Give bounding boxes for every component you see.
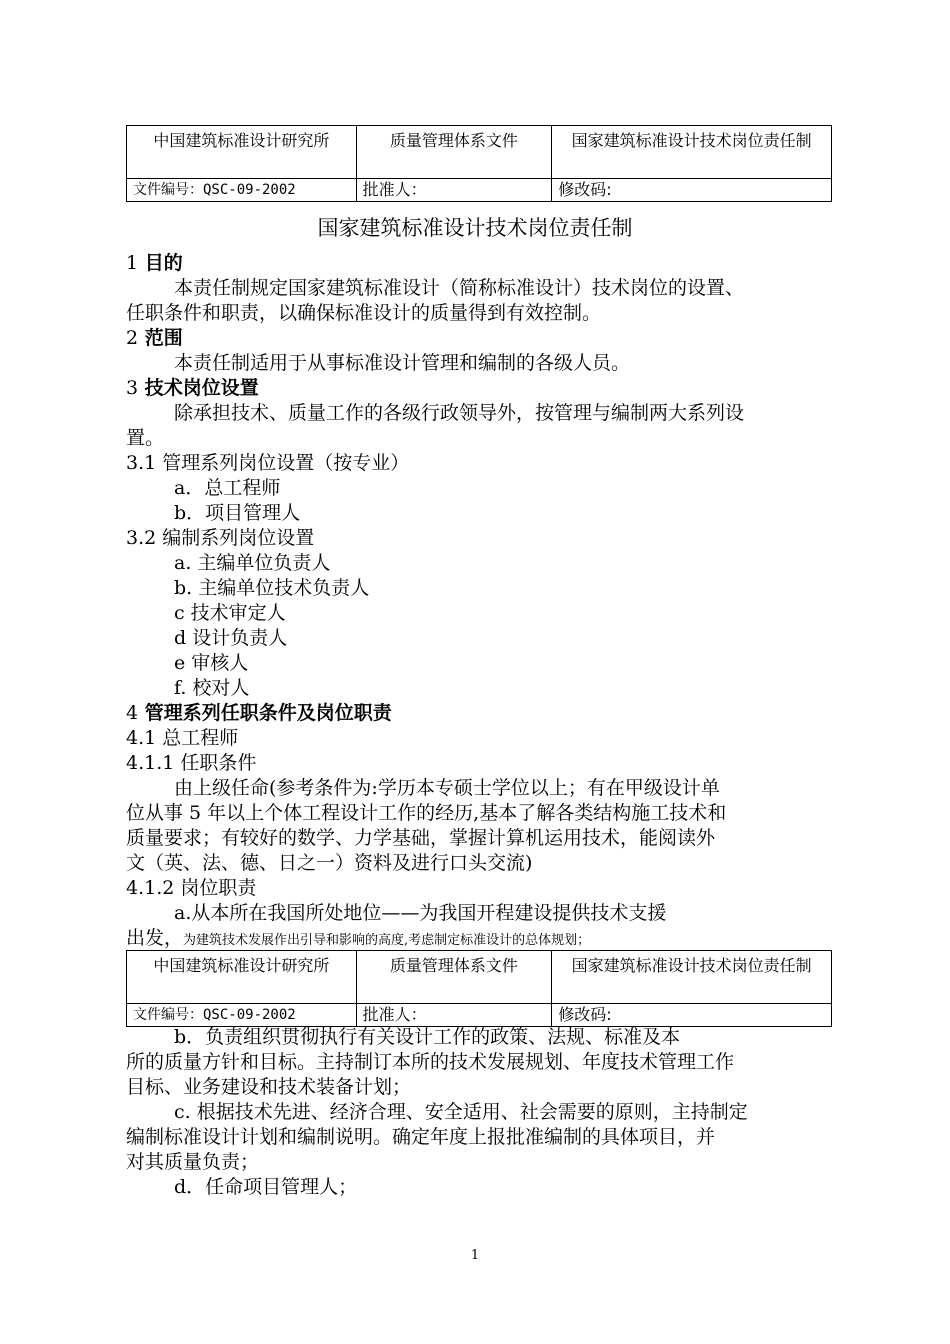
paragraph-line: 除承担技术、质量工作的各级行政领导外，按管理与编制两大系列设	[174, 402, 745, 424]
header-doc-type: 质量管理体系文件	[356, 126, 552, 179]
paragraph-line: 质量要求；有较好的数学、力学基础，掌握计算机运用技术，能阅读外	[126, 827, 716, 849]
list-item: f. 校对人	[174, 677, 250, 699]
page-number: 1	[470, 1248, 480, 1263]
header-doc-title: 国家建筑标准设计技术岗位责任制	[552, 126, 832, 179]
paragraph-line: 本责任制适用于从事标准设计管理和编制的各级人员。	[174, 352, 631, 374]
section-2-heading	[126, 326, 183, 351]
paragraph-line: 对其质量负责；	[126, 1151, 260, 1173]
subsection-3-2: 3.2 编制系列岗位设置	[126, 527, 315, 549]
section-2-number: 2	[126, 327, 139, 349]
paragraph-line: 目标、业务建设和技术装备计划；	[126, 1076, 412, 1098]
paragraph-line	[126, 926, 590, 953]
paragraph-fragment: 出发，	[126, 927, 184, 949]
list-item: a. 主编单位负责人	[174, 552, 331, 574]
section-4-title: 管理系列任职条件及岗位职责	[144, 702, 392, 724]
header-org: 中国建筑标准设计研究所	[127, 126, 357, 179]
section-3-title: 技术岗位设置	[144, 377, 259, 399]
section-3-number: 3	[126, 377, 139, 399]
subsection-4-1: 4.1 总工程师	[126, 727, 239, 749]
document-title: 国家建筑标准设计技术岗位责任制	[317, 216, 633, 240]
list-item: e 审核人	[174, 652, 249, 674]
header-revision: 修改码:	[552, 1004, 832, 1027]
paragraph-line: 由上级任命(参考条件为:学历本专硕士学位以上；有在甲级设计单	[174, 777, 720, 799]
header-doc-no: 文件编号：QSC-09-2002	[127, 179, 357, 202]
section-4-number: 4	[126, 702, 139, 724]
paragraph-line: 本责任制规定国家建筑标准设计（简称标准设计）技术岗位的设置、	[174, 277, 745, 299]
paragraph-line: 文（英、法、德、日之一）资料及进行口头交流)	[126, 852, 533, 874]
section-2-title: 范围	[144, 327, 183, 349]
document-header-table-repeat	[126, 950, 832, 1027]
list-item: c 技术审定人	[174, 602, 286, 624]
list-item: d 设计负责人	[174, 627, 288, 649]
paragraph-line: 编制标准设计计划和编制说明。确定年度上报批准编制的具体项目，并	[126, 1126, 716, 1148]
list-item: a．总工程师	[174, 477, 281, 499]
section-1-title: 目的	[144, 252, 183, 274]
header-approver: 批准人：	[356, 1004, 552, 1027]
section-4-heading	[126, 701, 392, 726]
list-item: b．项目管理人	[174, 502, 301, 524]
section-1-heading	[126, 251, 183, 276]
paragraph-line: b．负责组织贯彻执行有关设计工作的政策、法规、标准及本	[174, 1026, 681, 1048]
paragraph-line: d．任命项目管理人；	[174, 1176, 358, 1198]
subsection-4-1-1: 4.1.1 任职条件	[126, 752, 257, 774]
paragraph-line: a.从本所在我国所处地位——为我国开程建设提供技术支援	[174, 902, 667, 924]
section-3-heading	[126, 376, 259, 401]
header-revision: 修改码:	[552, 179, 832, 202]
header-doc-no: 文件编号：QSC-09-2002	[127, 1004, 357, 1027]
paragraph-line: 置。	[126, 427, 165, 449]
subsection-4-1-2: 4.1.2 岗位职责	[126, 877, 257, 899]
paragraph-line: 任职条件和职责，以确保标准设计的质量得到有效控制。	[126, 302, 602, 324]
paragraph-line: c. 根据技术先进、经济合理、安全适用、社会需要的原则，主持制定	[174, 1101, 748, 1123]
document-header-table	[126, 125, 832, 202]
header-doc-type: 质量管理体系文件	[356, 951, 552, 1004]
header-approver: 批准人：	[356, 179, 552, 202]
section-1-number: 1	[126, 252, 139, 274]
header-org: 中国建筑标准设计研究所	[127, 951, 357, 1004]
header-doc-title: 国家建筑标准设计技术岗位责任制	[552, 951, 832, 1004]
subsection-3-1: 3.1 管理系列岗位设置（按专业）	[126, 452, 410, 474]
paragraph-fragment-small: 为建筑技术发展作出引导和影响的高度,考虑制定标准设计的总体规划；	[183, 933, 591, 948]
paragraph-line: 所的质量方针和目标。主持制订本所的技术发展规划、年度技术管理工作	[126, 1051, 735, 1073]
list-item: b. 主编单位技术负责人	[174, 577, 370, 599]
paragraph-line: 位从事 5 年以上个体工程设计工作的经历,基本了解各类结构施工技术和	[126, 802, 727, 824]
